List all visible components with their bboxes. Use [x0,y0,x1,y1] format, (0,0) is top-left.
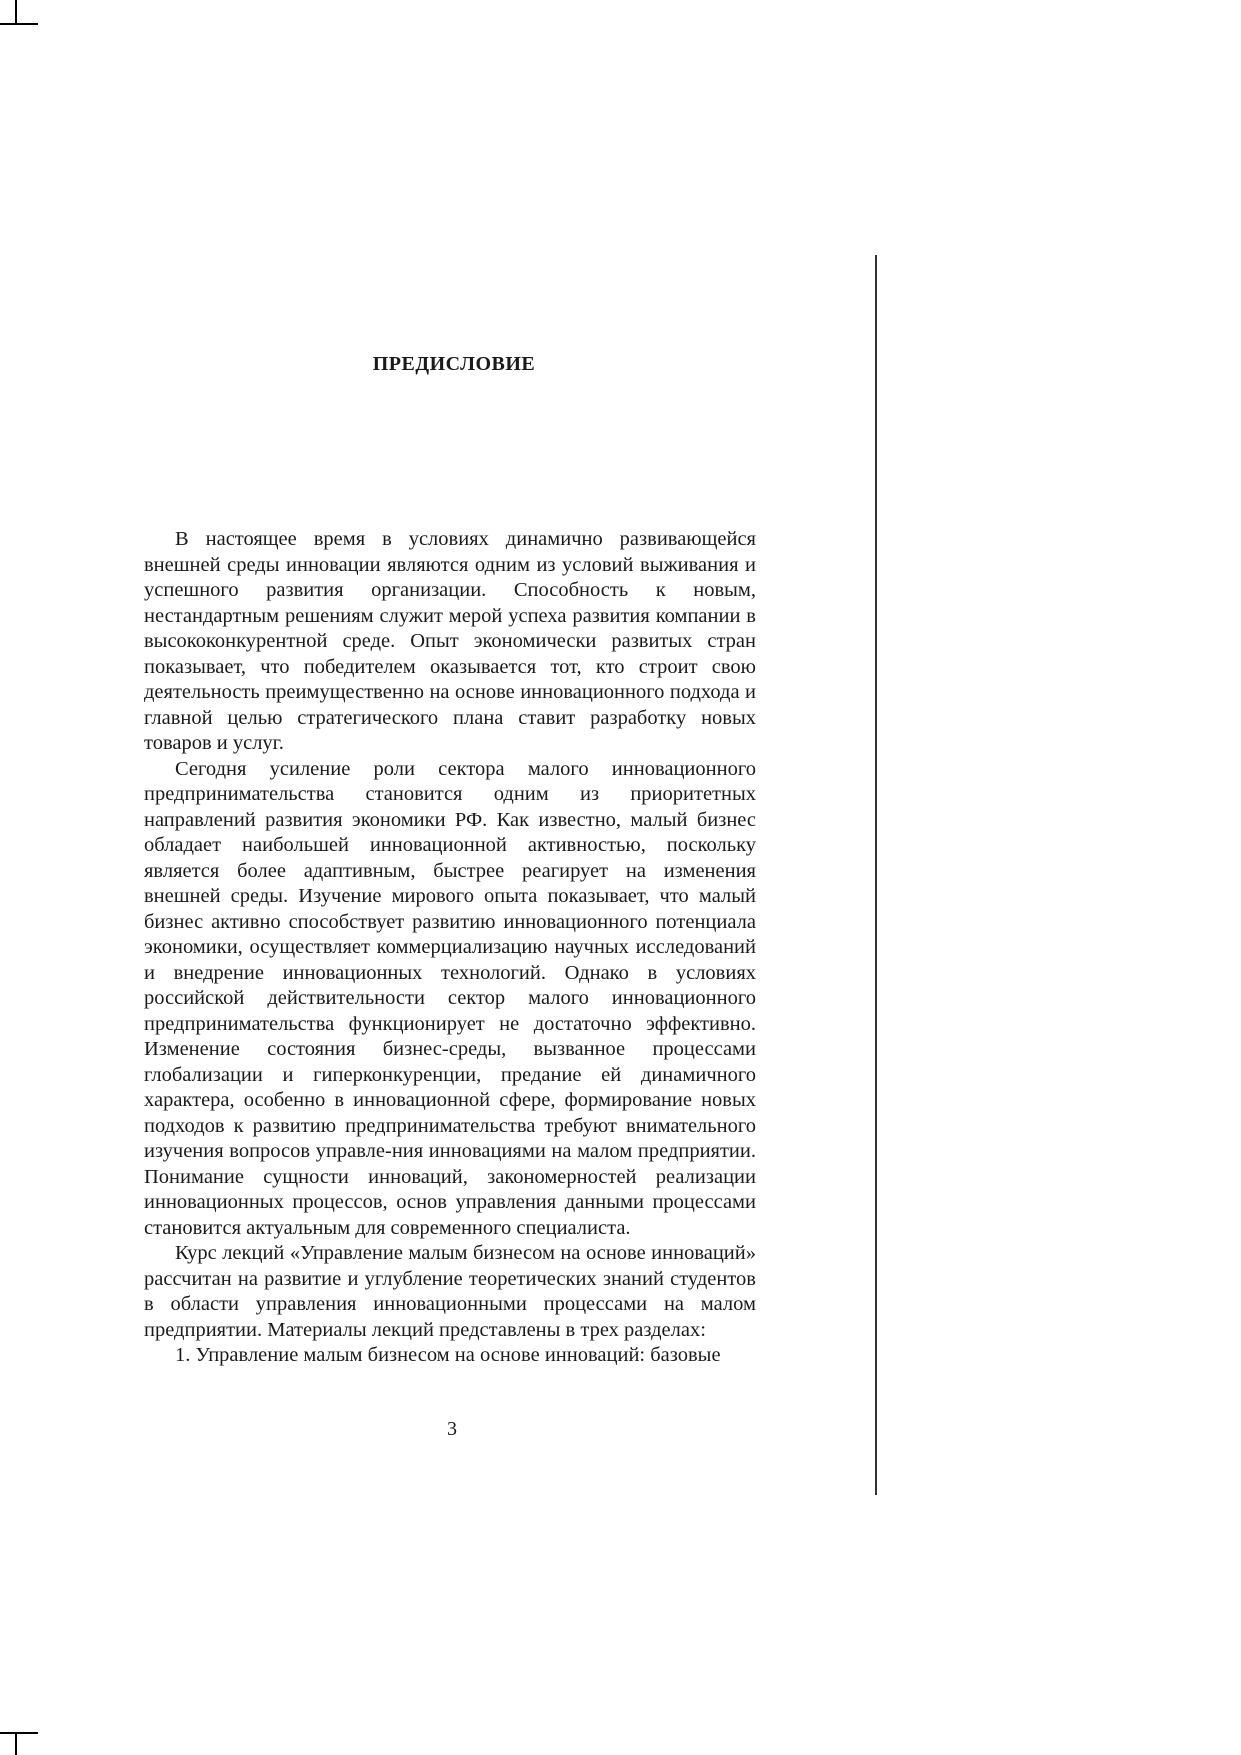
crop-mark-top-left-vertical [15,0,17,23]
crop-mark-bottom-left-horizontal [0,1732,38,1734]
paragraph-1: В настоящее время в условиях динамично развивающейся внешней среды инновации являются одним из условий выживания и успешного развития организации. Способность к новым, нестандартным решениям служит мерой успеха развития компании в высококонкурентной среде. Опыт экономически развитых стран показывает, что победителем оказывается тот, кто строит свою деятельность преимущественно на основе инновационного подхода и главной целью стратегического плана ставит разработку новых товаров и услуг. [144,528,756,754]
crop-mark-top-left-horizontal [0,23,38,25]
page-margin-line [875,255,877,1495]
body-text [144,527,756,1369]
crop-mark-bottom-left-vertical [15,1732,17,1755]
paragraph-2: Сегодня усиление роли сектора малого инновационного предпринимательства становится одним из приоритетных направлений развития экономики РФ. Как известно, малый бизнес обладает наибольшей инновационной активностью, поскольку является более адаптивным, быстрее реагирует на изменения внешней среды. Изучение мирового опыта показывает, что малый бизнес активно способствует развитию инновационного потенциала экономики, осуществляет коммерциализацию научных исследований и внедрение инновационных технологий. Однако в условиях российской действительности сектор малого инновационного предпринимательства функционирует не достаточно эффективно. Изменение состояния бизнес-среды, вызванное процессами глобализации и гиперконкуренции, предание ей динамичного характера, особенно в инновационной сфере, формирование новых подходов к развитию предпринимательства требуют внимательного изучения вопросов управле-ния инновациями на малом предприятии. Понимание сущности инноваций, закономерностей реализации инновационных процессов, основ управления данными процессами становится актуальным для современного специалиста. [144,757,756,1239]
paragraph-4: 1. Управление малым бизнесом на основе инноваций: базовые [175,1344,721,1366]
paragraph-3: Курс лекций «Управление малым бизнесом на основе инноваций» рассчитан на развитие и углубление теоретических знаний студентов в области управления инновационными процессами на малом предприятии. Материалы лекций представлены в трех разделах: [144,1242,756,1341]
page-title: ПРЕДИСЛОВИЕ [372,353,536,375]
page-number: 3 [447,1418,457,1440]
